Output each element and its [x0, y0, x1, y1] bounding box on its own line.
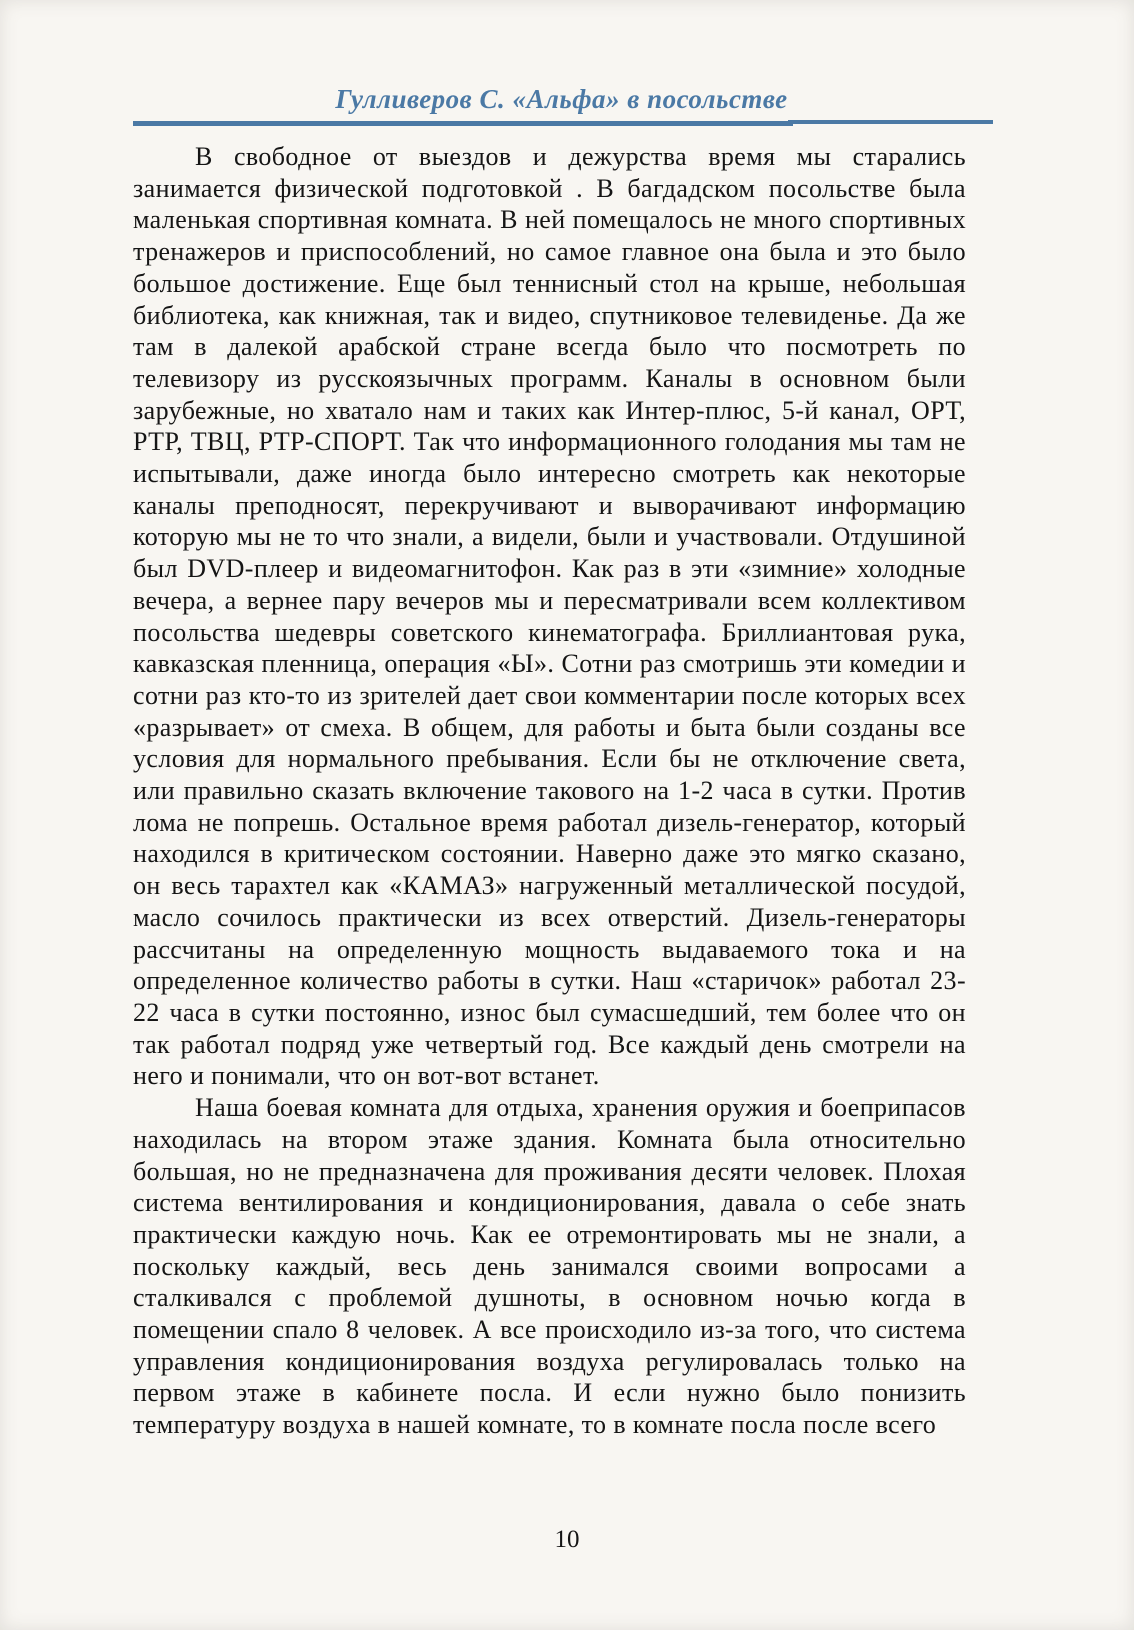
- page-footer: [0, 1526, 1134, 1554]
- paragraph-1: В свободное от выездов и дежурства время мы старались занимается физической подготовкой . В багдадском посольстве была маленькая спортивная комната. В ней помещалось не много спортивных тренажеров и приспособлений, но самое главное она была и это было большое достижение. Еще был теннисный стол на крыше, небольшая библиотека, как книжная, так и видео, спутниковое телевиденье. Да же там в далекой арабской стране всегда было что посмотреть по телевизору из русскоязычных программ. Каналы в основном были зарубежные, но хватало нам и таких как Интер-плюс, 5-й канал, ОРТ, РТР, ТВЦ, РТР-СПОРТ. Так что информационного голодания мы там не испытывали, даже иногда было интересно смотреть как некоторые каналы преподносят, перекручивают и выворачивают информацию которую мы не то что знали, а видели, были и участвовали. Отдушиной был DVD-плеер и видеомагнитофон. Как раз в эти «зимние» холодные вечера, а вернее пару вечеров мы и пересматривали всем коллективом посольства шедевры советского кинематографа. Бриллиантовая рука, кавказская пленница, операция «Ы». Сотни раз смотришь эти комедии и сотни раз кто-то из зрителей дает свои комментарии после которых всех «разрывает» от смеха. В общем, для работы и быта были созданы все условия для нормального пребывания. Если бы не отключение света, или правильно сказать включение такового на 1-2 часа в сутки. Против лома не попрешь. Остальное время работал дизель-генератор, который находился в критическом состоянии. Наверно даже это мягко сказано, он весь тарахтел как «КАМАЗ» нагруженный металлической посудой, масло сочилось практически из всех отверстий. Дизель-генераторы рассчитаны на определенную мощность выдаваемого тока и на определенное количество работы в сутки. Наш «старичок» работал 23-22 часа в сутки постоянно, износ был сумасшедший, тем более что он так работал подряд уже четвертый год. Все каждый день смотрели на него и понимали, что он вот-вот встанет.: [133, 142, 966, 1091]
- paragraph-2: Наша боевая комната для отдыха, хранения оружия и боеприпасов находилась на втором этаже здания. Комната была относительно большая, но не предназначена для проживания десяти человек. Плохая система вентилирования и кондиционирования, давала о себе знать практически каждую ночь. Как ее отремонтировать мы не знали, а поскольку каждый, весь день занимался своими вопросами а сталкивался с проблемой душноты, в основном ночью когда в помещении спало 8 человек. А все происходило из-за того, что система управления кондиционирования воздуха регулировалась только на первом этаже в кабинете посла. И если нужно было понизить температуру воздуха в нашей комнате, то в комнате посла после всего: [133, 1093, 966, 1440]
- header-divider-line: [133, 119, 993, 127]
- running-header-title: Гулливеров С. «Альфа» в посольстве: [335, 84, 788, 114]
- header-divider-thin-segment: [788, 120, 993, 124]
- body-text: [133, 141, 966, 1441]
- page-number: 10: [554, 1526, 580, 1553]
- running-header: [133, 84, 990, 115]
- header-divider-thick-segment: [133, 121, 793, 126]
